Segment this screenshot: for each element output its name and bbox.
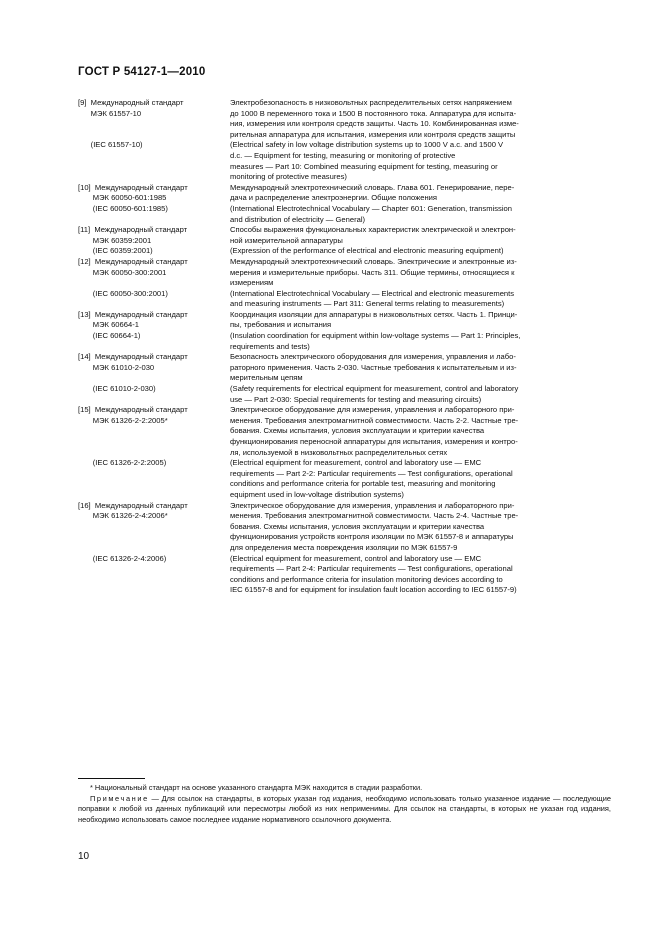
reference-id: (IEC 61557-10) [78,140,143,150]
reference-line [78,342,611,353]
reference-line [78,458,611,469]
reference-line [78,426,611,437]
reference-id [78,278,230,289]
reference-id: [13] Международный стандарт [78,309,188,319]
reference-line [78,299,611,310]
reference-id: [16] Международный стандарт [78,500,188,510]
reference-line [78,352,611,363]
reference-id [78,490,230,501]
reference-title: Координация изоляции для аппаратуры в низковольтных сетях. Часть 1. Принци- [230,309,518,319]
reference-line [78,109,611,120]
reference-line [78,204,611,215]
reference-line [78,130,611,141]
reference-title: измерениям [230,278,274,288]
reference-id: МЭК 61326-2-2:2005* [78,415,168,425]
reference-title: функционирования устройств контроля изоляции по МЭК 61557-8 и аппаратуры [230,532,514,542]
reference-line [78,289,611,300]
reference-title: (Safety requirements for electrical equipment for measurement, control and laboratory [230,384,519,394]
reference-line [78,501,611,512]
reference-title: ной измерительной аппаратуры [230,235,343,245]
reference-line [78,268,611,279]
footnote-note [78,794,611,826]
reference-title: менения. Требования электромагнитной совместимости. Часть 2-4. Частные тре- [230,511,519,521]
reference-line [78,183,611,194]
reference-title: requirements and tests) [230,341,310,351]
reference-title: (Insulation coordination for equipment within low-voltage systems — Part 1: Principles, [230,331,521,341]
reference-line [78,193,611,204]
reference-id [78,130,230,141]
reference-id: (IEC 60050-601:1985) [78,203,168,213]
reference-line [78,511,611,522]
reference-title: рительная аппаратура для испытания, измерения или контроля средств защиты [230,129,516,139]
reference-line [78,564,611,575]
page-number: 10 [78,851,90,862]
reference-id [78,162,230,173]
reference-title: мерительным цепям [230,373,303,383]
reference-id: [9] Международный стандарт [78,98,184,107]
reference-line [78,119,611,130]
reference-id [78,342,230,353]
reference-line [78,225,611,236]
reference-id [78,564,230,575]
bibliography-list [78,98,611,596]
reference-title: (Electrical equipment for measurement, control and laboratory use — EMC [230,458,482,468]
reference-line [78,215,611,226]
reference-id [78,119,230,130]
reference-title: раторного применения. Часть 2-030. Частные требования к испытательным и из- [230,362,517,372]
reference-id [78,299,230,310]
reference-title: and distribution of electricity — General) [230,214,366,224]
reference-id: (IEC 60664-1) [78,331,141,341]
reference-title: для определения места повреждения изоляции по МЭК 61557-9 [230,542,458,552]
reference-line [78,310,611,321]
reference-id [78,532,230,543]
reference-title: IEC 61557-8 and for equipment for insulation fault location according to IEC 61557-9) [230,585,517,595]
reference-line [78,479,611,490]
reference-title: requirements — Part 2-4: Particular requirements — Test configurations, operational [230,564,513,574]
reference-title: equipment used in low-voltage distribution systems) [230,489,404,499]
reference-id [78,585,230,596]
reference-line [78,448,611,459]
reference-title: бования. Схемы испытания, условия эксплуатации и критерии качества [230,426,485,436]
reference-line [78,331,611,342]
reference-line [78,575,611,586]
reference-id: МЭК 61557-10 [78,108,142,118]
reference-line [78,395,611,406]
reference-title: Электрическое оборудование для измерения, управления и лабораторного при- [230,405,515,415]
reference-title: use — Part 2-030: Special requirements for testing and measuring circuits) [230,394,482,404]
reference-line [78,554,611,565]
reference-title: measures — Part 10: Combined measuring equipment for testing, measuring or [230,161,498,171]
reference-line [78,437,611,448]
reference-id [78,543,230,554]
reference-id: МЭК 61326-2-4:2006* [78,511,168,521]
reference-line [78,320,611,331]
reference-id [78,469,230,480]
reference-line [78,384,611,395]
reference-title: (Expression of the performance of electrical and electronic measuring equipment) [230,246,504,256]
reference-title: бования. Схемы испытания, условия эксплуатации и критерии качества [230,521,485,531]
reference-line [78,246,611,257]
reference-id: [15] Международный стандарт [78,405,188,415]
reference-id [78,151,230,162]
reference-id: (IEC 61326-2-4:2006) [78,553,167,563]
reference-title: функционирования переносной аппаратуры для испытания, измерения и контро- [230,437,518,446]
reference-title: Электрическое оборудование для измерения, управления и лабораторного при- [230,500,515,510]
reference-title: (Electrical equipment for measurement, control and laboratory use — EMC [230,553,482,563]
reference-line [78,363,611,374]
reference-line [78,151,611,162]
reference-title: monitoring of protective measures) [230,172,347,182]
reference-title: менения. Требования электромагнитной совместимости. Часть 2-2. Частные тре- [230,415,519,425]
reference-line [78,373,611,384]
reference-title: (International Electrotechnical Vocabulary — Chapter 601: Generation, transmission [230,203,512,213]
reference-id: МЭК 60050-601:1985 [78,193,167,203]
reference-line [78,236,611,247]
reference-title: and measuring instruments — Part 311: General terms relating to measurements) [230,299,505,309]
footnote-block [78,783,611,825]
reference-id [78,373,230,384]
reference-id: МЭК 60664-1 [78,320,139,330]
reference-title: мерения и измерительные приборы. Часть 311. Общие термины, относящиеся к [230,267,515,277]
reference-line [78,490,611,501]
reference-title: d.c. — Equipment for testing, measuring or monitoring of protective [230,150,456,160]
reference-line [78,585,611,596]
reference-line [78,172,611,183]
reference-id [78,215,230,226]
reference-title: Международный электротехнический словарь. Глава 601. Генерирование, пере- [230,182,515,192]
reference-title: ля, используемой в низковольтных распределительных сетях [230,447,448,457]
reference-title: conditions and performance criteria for portable test, measuring and monitoring [230,479,496,489]
reference-id [78,426,230,437]
reference-title: ния, измерения или контроля средств защиты. Часть 10. Комбинированная изме- [230,119,519,129]
reference-title: (Electrical safety in low voltage distribution systems up to 1000 V a.c. and 1500 V [230,140,504,150]
reference-id: МЭК 61010-2-030 [78,362,155,372]
reference-id [78,479,230,490]
reference-id [78,448,230,459]
reference-title: дача и распределение электроэнергии. Общие положения [230,193,438,203]
reference-id: [14] Международный стандарт [78,352,188,362]
reference-title: (International Electrotechnical Vocabulary — Electrical and electronic measurements [230,288,515,298]
reference-id [78,437,230,448]
reference-title: Безопасность электрического оборудования для измерения, управления и лабо- [230,352,516,362]
note-label: Примечание [90,793,149,803]
reference-id: [10] Международный стандарт [78,182,188,192]
reference-id [78,575,230,586]
reference-line [78,257,611,268]
reference-line [78,469,611,480]
note-text: — Для ссылок на стандарты, в которых указан год издания, необходимо использовать только указанное издание — последующие поправки к любой из данных публикаций или пересмотры любой из них неприменимы. Для ссылок на стандарты, в которых не указан год издания, необходимо использовать самое последнее издание нормативного ссылочного документа. [78,793,611,824]
reference-id: (IEC 60050-300:2001) [78,288,168,298]
reference-id: (IEC 60359:2001) [78,246,153,256]
reference-title: requirements — Part 2-2: Particular requirements — Test configurations, operational [230,468,513,478]
reference-id: [12] Международный стандарт [78,256,188,266]
reference-line [78,162,611,173]
reference-line [78,543,611,554]
reference-line [78,278,611,289]
reference-line [78,405,611,416]
footnote-star: * Национальный стандарт на основе указанного стандарта МЭК находится в стадии разработки. [90,783,423,792]
reference-title: conditions and performance criteria for insulation monitoring devices according to [230,574,503,584]
reference-line [78,532,611,543]
reference-title: Международный электротехнический словарь. Электрические и электронные из- [230,256,517,266]
reference-line [78,522,611,533]
reference-id: (IEC 61010-2-030) [78,384,156,394]
reference-id: МЭК 60050-300:2001 [78,267,167,277]
reference-title: Электробезопасность в низковольтных распределительных сетях напряжением [230,98,512,107]
document-header: ГОСТ Р 54127-1—2010 [78,66,206,78]
reference-id [78,172,230,183]
reference-title: Способы выражения функциональных характеристик электрической и электрон- [230,225,516,235]
reference-id: [11] Международный стандарт [78,225,188,235]
reference-id [78,522,230,533]
reference-title: пы, требования и испытания [230,320,332,330]
reference-id: (IEC 61326-2-2:2005) [78,458,167,468]
reference-line [78,140,611,151]
reference-id [78,395,230,406]
footnote-divider [78,778,145,779]
reference-line [78,98,611,109]
reference-line [78,416,611,427]
reference-id: МЭК 60359:2001 [78,235,152,245]
reference-title: до 1000 В переменного тока и 1500 В постоянного тока. Аппаратура для испыта- [230,108,517,118]
